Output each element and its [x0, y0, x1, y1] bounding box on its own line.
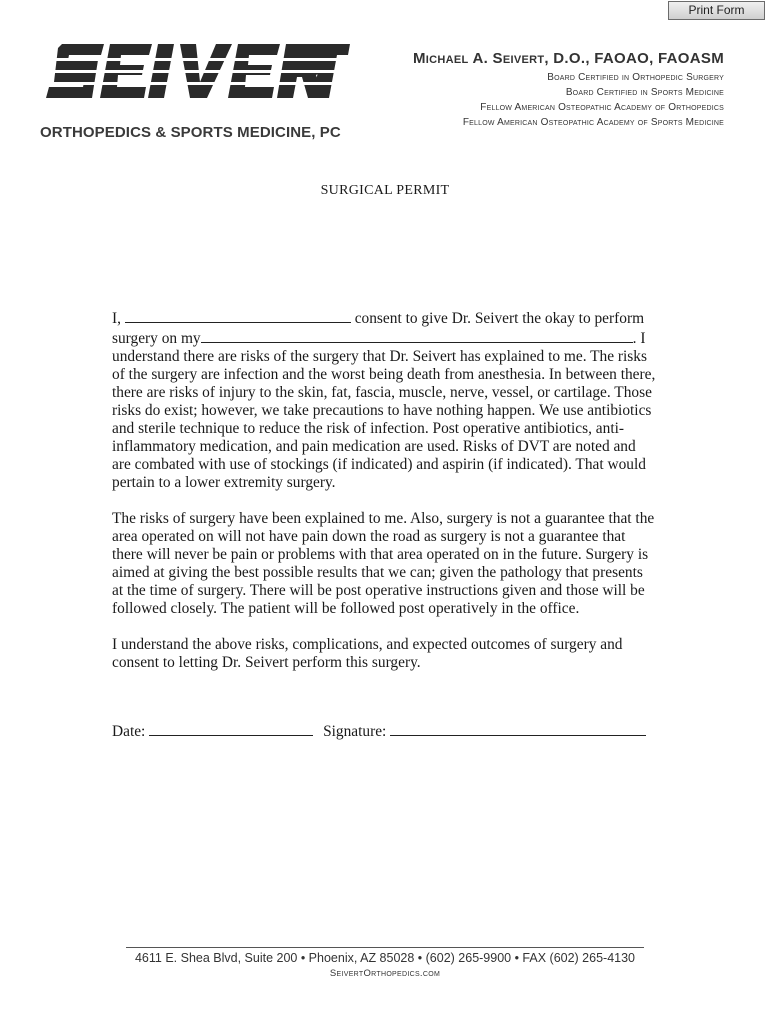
print-form-button[interactable]: Print Form — [668, 1, 765, 20]
credential-line: Fellow American Osteopathic Academy of Sports Medicine — [462, 117, 724, 128]
consent-rest: . I understand there are risks of the surgery that Dr. Seivert has explained to me. The risks of the surgery are infection and the worst being death from anesthesia. In between there, there are risks of injury to the skin, fat, fascia, muscle, nerve, vessel, or cartilage. Those risks do exist; however, we take precautions to have nothing happen. We use antibiotics and sterile technique to reduce the risk of infection. Post operative antibiotics, anti-inflammatory medication, and pain medication are used. Risks of DVT are noted and are combated with use of stockings (if indicated) and aspirin (if indicated). That would pertain to a lower extremity surgery. — [112, 330, 656, 491]
date-label: Date: — [112, 723, 146, 740]
credential-line: Board Certified in Orthopedic Surgery — [547, 72, 724, 83]
signature-row — [112, 721, 652, 741]
credential-line: Fellow American Osteopathic Academy of Orthopedics — [480, 102, 724, 113]
signature-field[interactable] — [390, 721, 646, 736]
seivert-wordmark-graphic — [40, 44, 350, 104]
logo-subtitle: ORTHOPEDICS & SPORTS MEDICINE, PC — [40, 124, 341, 141]
doctor-header — [413, 50, 724, 130]
document-title: SURGICAL PERMIT — [320, 183, 450, 198]
understanding-paragraph: I understand the above risks, complications, and expected outcomes of surgery and consent to letting Dr. Seivert perform this surgery. — [112, 636, 623, 671]
seivert-logo — [40, 44, 360, 141]
doctor-name: Michael A. Seivert, D.O., FAOAO, FAOASM — [413, 50, 724, 67]
consent-middle: consent to give Dr. Seivert the okay to perform surgery on my — [112, 310, 645, 347]
signature-label: Signature: — [323, 723, 387, 740]
footer-address: 4611 E. Shea Blvd, Suite 200 • Phoenix, AZ 85028 • (602) 265-9900 • FAX (602) 265-4130 — [134, 951, 636, 965]
footer-website: SeivertOrthopedics.com — [329, 968, 441, 979]
credential-line: Board Certified in Sports Medicine — [565, 87, 724, 98]
surgery-site-field[interactable] — [201, 328, 633, 343]
risks-paragraph: The risks of surgery have been explained to me. Also, surgery is not a guarantee that the area operated on will not have pain down the road as surgery is not a guarantee that there will never be pain or problems with that area operated on in the future. Surgery is aimed at giving the best possible results that we can; given the pathology that presents at the time of surgery. There will be post operative instructions given and those will be followed closely. The patient will be followed post operatively in the office. — [112, 510, 655, 617]
date-field[interactable] — [149, 721, 313, 736]
consent-paragraph — [112, 308, 657, 492]
consent-prefix: I, — [112, 310, 121, 327]
document-body — [112, 308, 657, 690]
footer-divider — [126, 947, 644, 948]
patient-name-field[interactable] — [125, 308, 351, 323]
